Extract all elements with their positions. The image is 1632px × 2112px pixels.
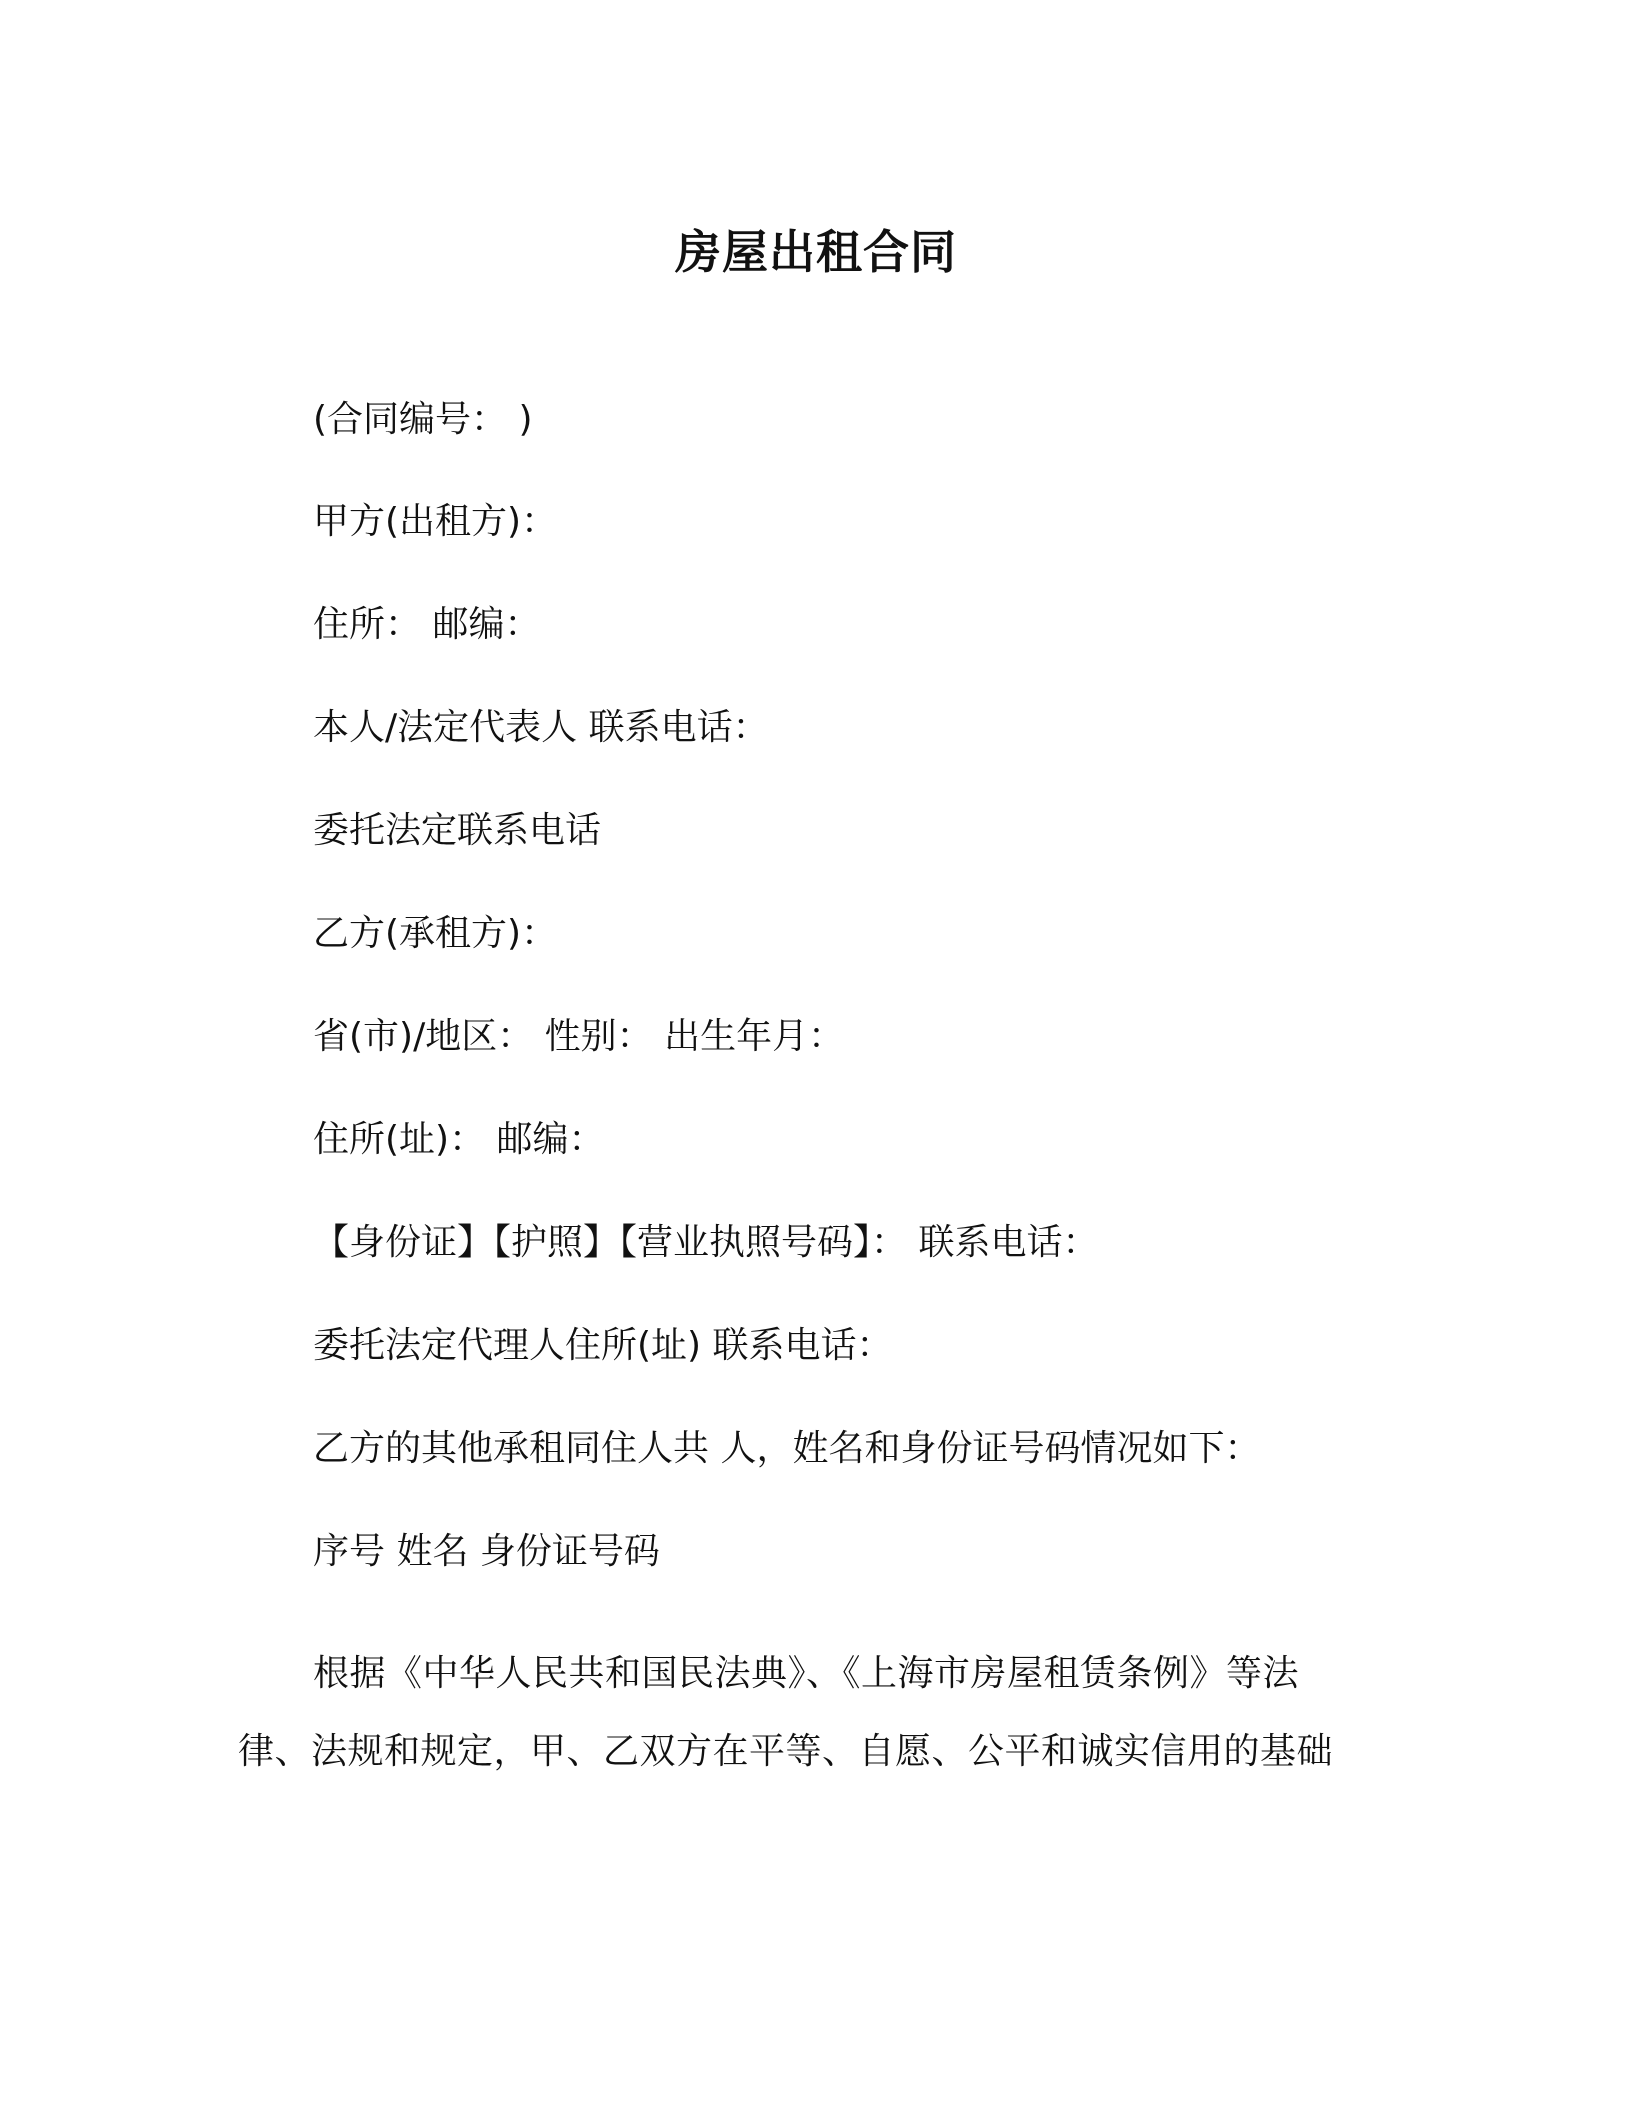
document-title: 房屋出租合同 bbox=[675, 225, 957, 279]
party-a-address-line: 住所： 邮编： bbox=[313, 604, 541, 645]
co-tenants-line: 乙方的其他承租同住人共 人，姓名和身份证号码情况如下： bbox=[313, 1428, 1261, 1469]
party-b-address-line: 住所(址)： 邮编： bbox=[313, 1119, 605, 1160]
party-b-agent-line: 委托法定代理人住所(址) 联系电话： bbox=[313, 1325, 893, 1366]
party-a-line: 甲方(出租方)： bbox=[313, 501, 558, 542]
co-tenants-table-header: 序号 姓名 身份证号码 bbox=[313, 1531, 660, 1572]
party-b-region-line: 省(市)/地区： 性别： 出生年月： bbox=[313, 1016, 845, 1057]
legal-basis-paragraph: 根据《中华人民共和国民法典》、《上海市房屋租赁条例》等法律、法规和规定，甲、乙双方在平等、自愿、公平和诚实信用的基础 bbox=[238, 1653, 1334, 1772]
party-a-representative-line: 本人/法定代表人 联系电话： bbox=[313, 707, 769, 748]
contract-number-line: (合同编号： ) bbox=[313, 399, 533, 440]
party-b-line: 乙方(承租方)： bbox=[313, 913, 558, 954]
party-a-agent-line: 委托法定联系电话 bbox=[313, 810, 602, 851]
party-b-id-line: 【身份证】【护照】【营业执照号码】： 联系电话： bbox=[313, 1222, 1099, 1263]
